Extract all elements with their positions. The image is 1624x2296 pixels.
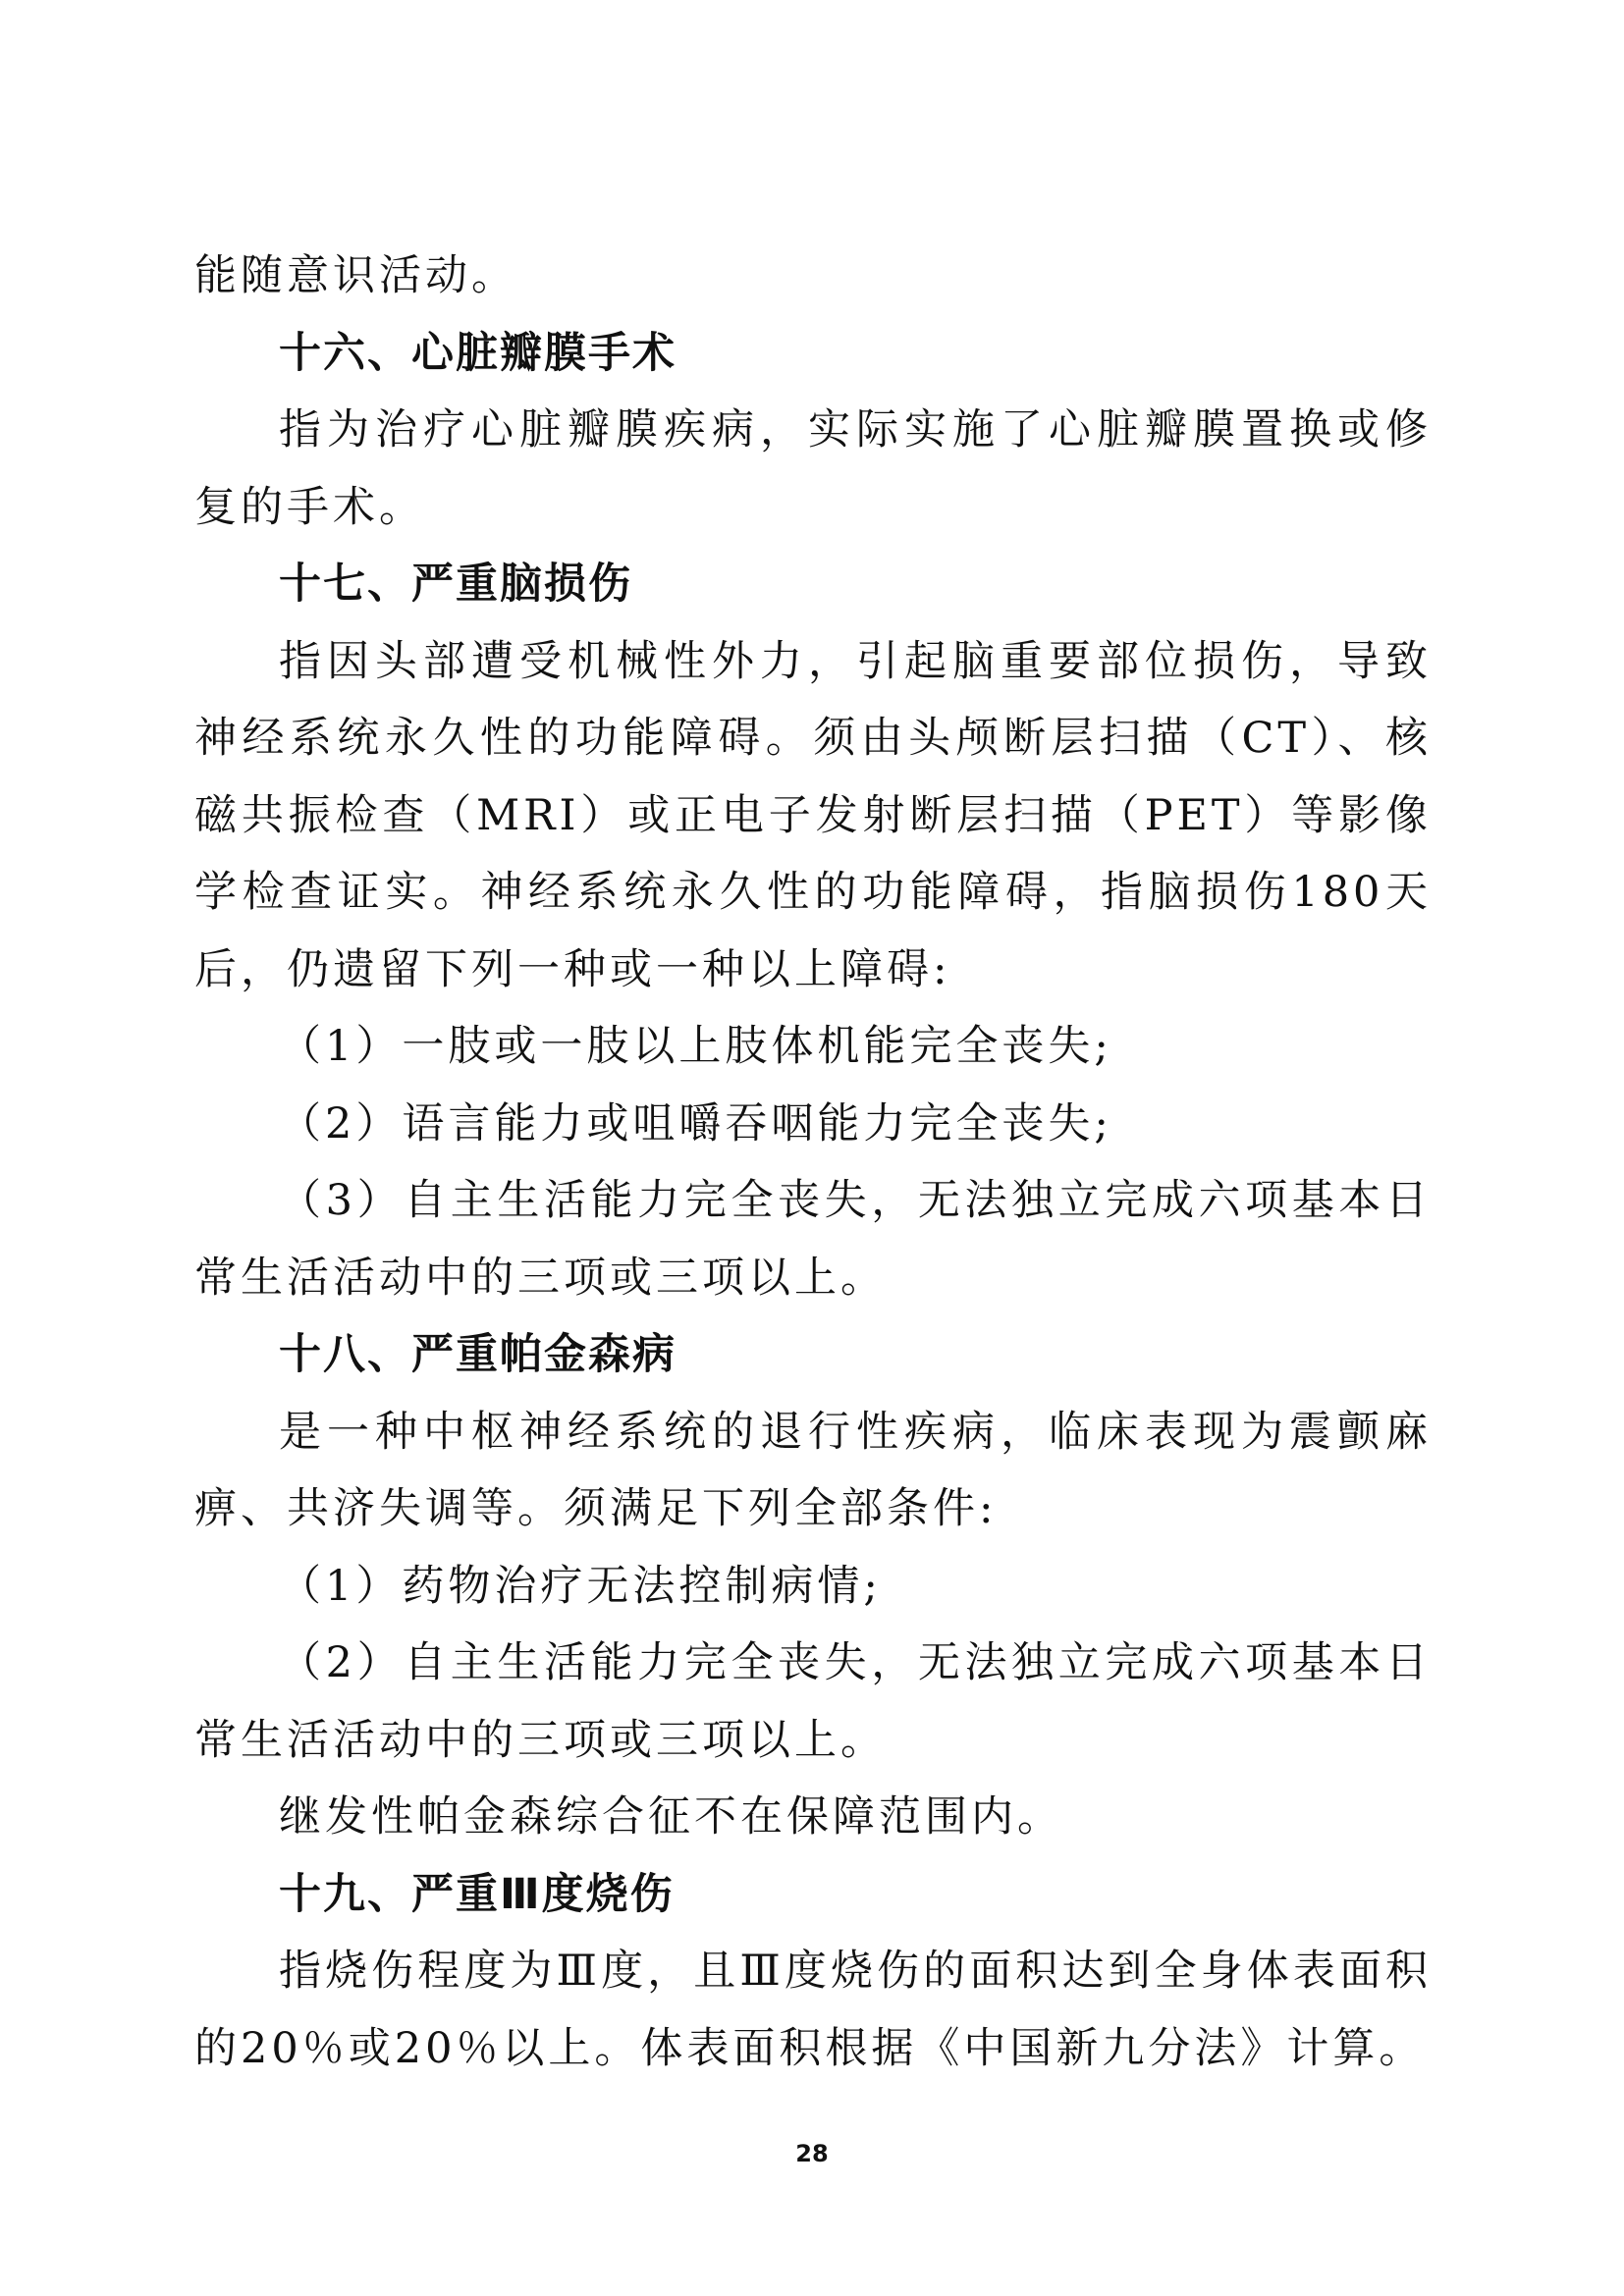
list-item: （2）自主生活能力完全丧失，无法独立完成六项基本日常生活活动中的三项或三项以上。: [194, 1638, 1432, 1765]
paragraph-19: 指烧伤程度为Ⅲ度，且Ⅲ度烧伤的面积达到全身体表面积的20％或20％以上。体表面积根据《中国新九分法》计算。: [194, 1947, 1432, 2073]
list-item: （2）语言能力或咀嚼吞咽能力完全丧失;: [279, 1098, 1112, 1148]
paragraph-continued: 能随意识活动。: [194, 251, 517, 300]
list-item: （3）自主生活能力完全丧失，无法独立完成六项基本日常生活活动中的三项或三项以上。: [194, 1176, 1432, 1303]
list-item: （1）药物治疗无法控制病情;: [279, 1561, 882, 1611]
section-heading-19: 十九、严重Ⅲ度烧伤: [279, 1869, 675, 1919]
section-heading-17: 十七、严重脑损伤: [279, 560, 632, 609]
paragraph-18: 是一种中枢神经系统的退行性疾病，临床表现为震颤麻痹、共济失调等。须满足下列全部条件:: [194, 1407, 1432, 1533]
section-heading-16: 十六、心脏瓣膜手术: [279, 328, 677, 378]
paragraph-16: 指为治疗心脏瓣膜疾病，实际实施了心脏瓣膜置换或修复的手术。: [194, 405, 1432, 532]
paragraph-17: 指因头部遭受机械性外力，引起脑重要部位损伤，导致神经系统永久性的功能障碍。须由头颅断层扫描（CT）、核磁共振检查（MRI）或正电子发射断层扫描（PET）等影像学检查证实。神经系统永久性的功能障碍，指脑损伤180天后，仍遗留下列一种或一种以上障碍:: [194, 636, 1432, 994]
page-number: 28: [795, 2140, 829, 2167]
list-item: （1）一肢或一肢以上肢体机能完全丧失;: [279, 1022, 1112, 1071]
paragraph-18-note: 继发性帕金森综合征不在保障范围内。: [279, 1792, 1063, 1842]
document-body: [194, 238, 1432, 2087]
section-heading-18: 十八、严重帕金森病: [279, 1330, 677, 1379]
